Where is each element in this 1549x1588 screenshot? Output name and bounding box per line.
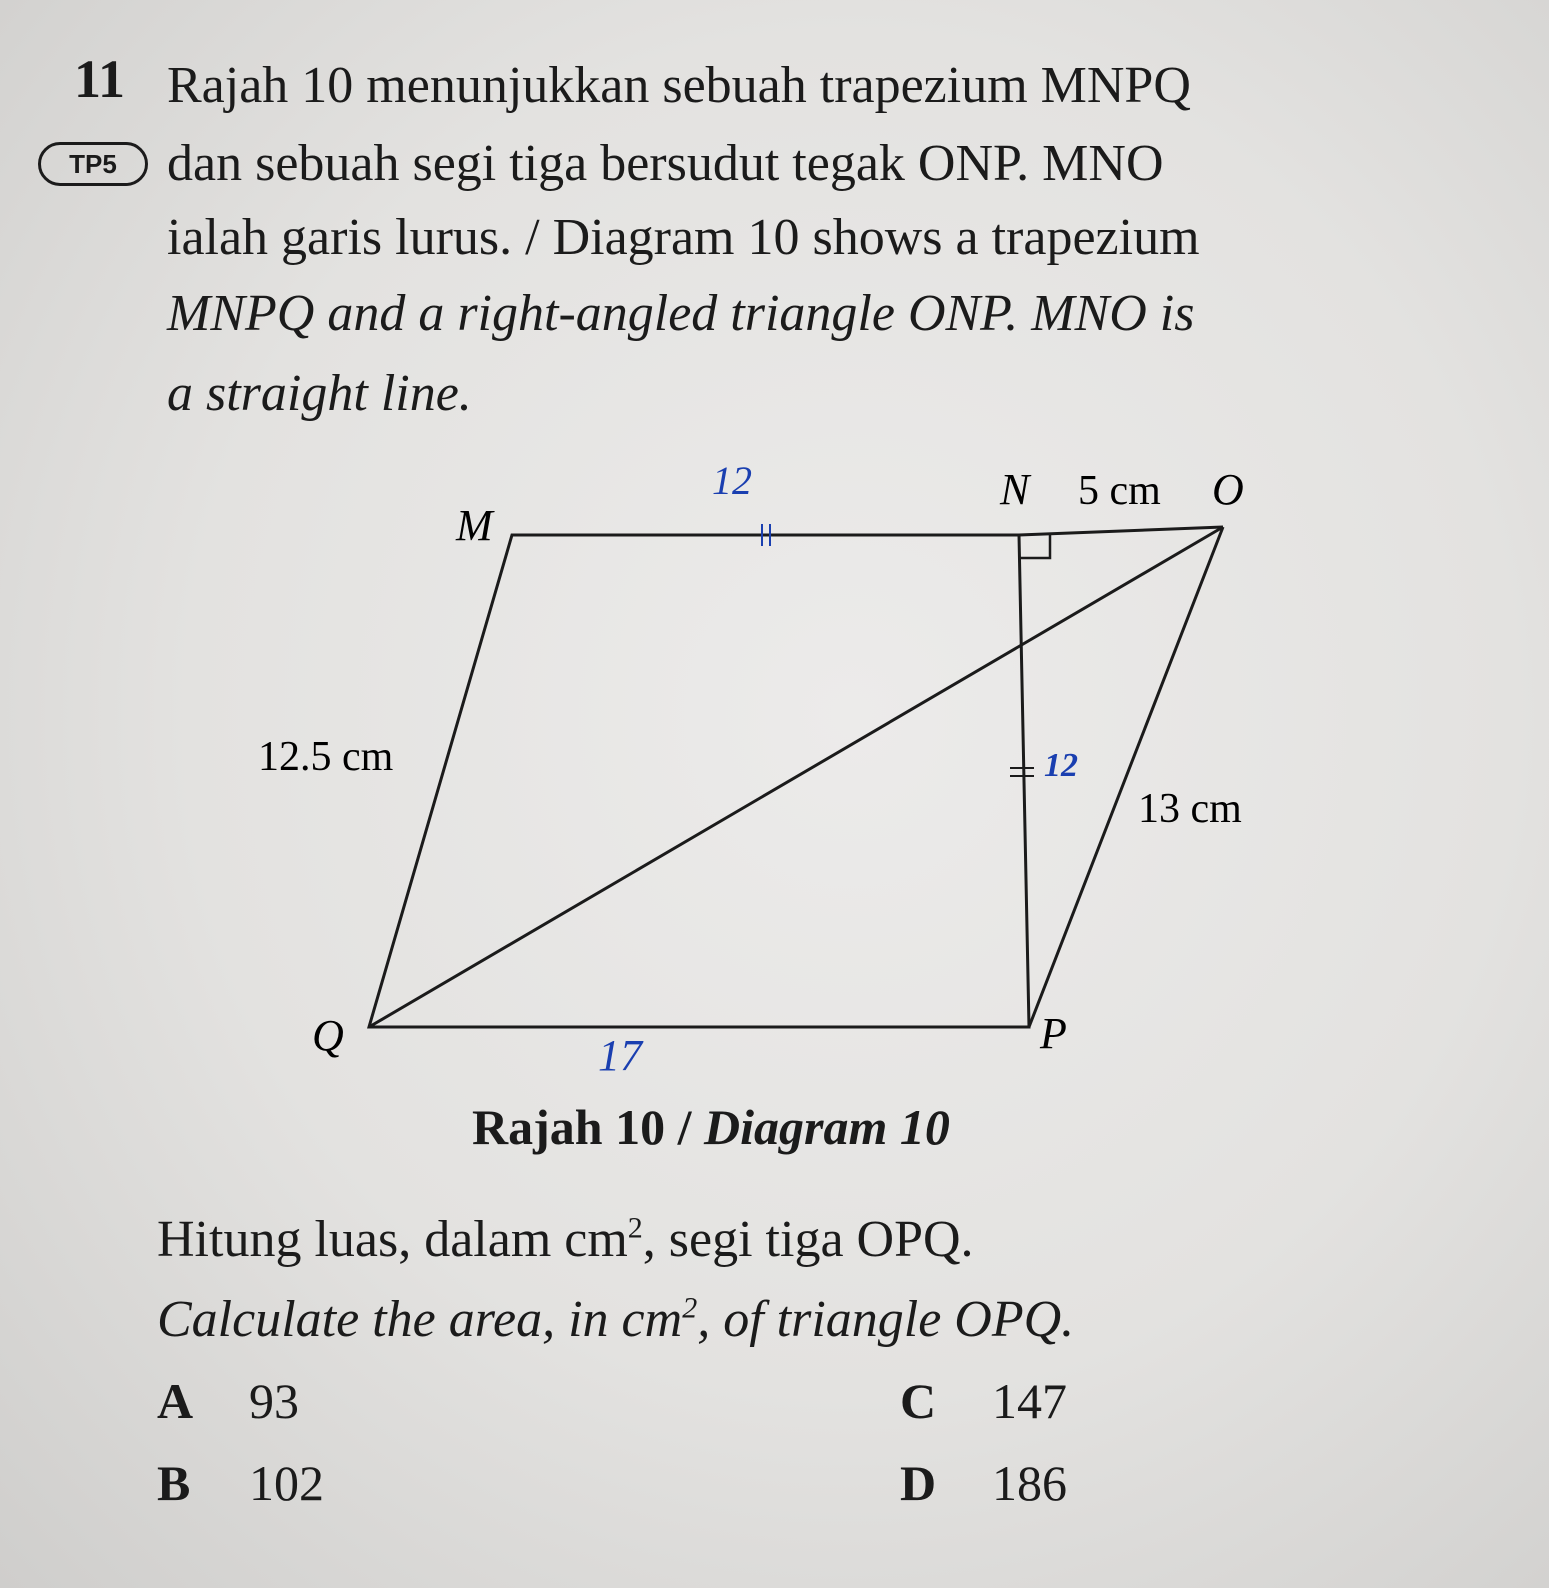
point-label-o: O [1212, 465, 1244, 514]
question-number: 11 [74, 49, 126, 109]
prompt-english [157, 1290, 1074, 1349]
length-label-op: 13 cm [1138, 786, 1242, 832]
question-line-4-text: MNPQ and a right-angled triangle ONP. MNO is [167, 285, 1195, 342]
prompt-malay [157, 1210, 974, 1269]
prompt-ms-after: , segi tiga OPQ. [642, 1211, 974, 1268]
point-label-q: Q [312, 1011, 344, 1060]
prompt-en-superscript: 2 [682, 1291, 698, 1325]
prompt-en-before: Calculate the area, in cm [157, 1291, 683, 1348]
point-label-p: P [1040, 1009, 1067, 1058]
question-line-1-text: Rajah 10 menunjukkan sebuah trapezium MNPQ [167, 57, 1191, 114]
option-a[interactable] [157, 1372, 299, 1430]
question-line-5-text: a straight line. [167, 365, 472, 422]
diagram-caption [472, 1098, 950, 1156]
question-line-2-text: dan sebuah segi tiga bersudut tegak ONP. MNO [167, 135, 1164, 192]
prompt-ms-before: Hitung luas, dalam cm [157, 1211, 628, 1268]
caption-en: Diagram 10 [703, 1099, 950, 1155]
option-b[interactable] [157, 1454, 324, 1512]
option-c[interactable] [900, 1372, 1067, 1430]
option-d[interactable] [900, 1454, 1067, 1512]
handwritten-mn: 12 [712, 458, 752, 503]
length-label-no: 5 cm [1078, 468, 1161, 514]
prompt-en-after: , of triangle OPQ. [697, 1291, 1075, 1348]
option-c-letter: C [900, 1373, 937, 1429]
option-a-letter: A [157, 1373, 194, 1429]
option-b-letter: B [157, 1455, 191, 1511]
length-label-mq: 12.5 cm [258, 734, 394, 780]
right-angle-marker [1020, 535, 1050, 558]
handwritten-np: 12 [1044, 747, 1078, 784]
point-label-n: N [1000, 465, 1030, 514]
option-d-value: 186 [992, 1455, 1067, 1511]
option-c-value: 147 [992, 1373, 1067, 1429]
segment-no [1019, 527, 1223, 535]
option-b-value: 102 [249, 1455, 324, 1511]
tp-level-badge: TP5 [38, 142, 148, 186]
prompt-ms-superscript: 2 [627, 1211, 643, 1245]
question-line-3-text: ialah garis lurus. / Diagram 10 shows a trapezium [167, 209, 1200, 266]
trapezium-mnpq [369, 535, 1029, 1027]
caption-ms: Rajah 10 [472, 1099, 666, 1155]
caption-separator: / [665, 1099, 704, 1155]
option-a-value: 93 [249, 1373, 299, 1429]
segment-oq [369, 527, 1223, 1027]
option-d-letter: D [900, 1455, 937, 1511]
point-label-m: M [456, 501, 493, 550]
handwritten-qp: 17 [598, 1031, 642, 1080]
